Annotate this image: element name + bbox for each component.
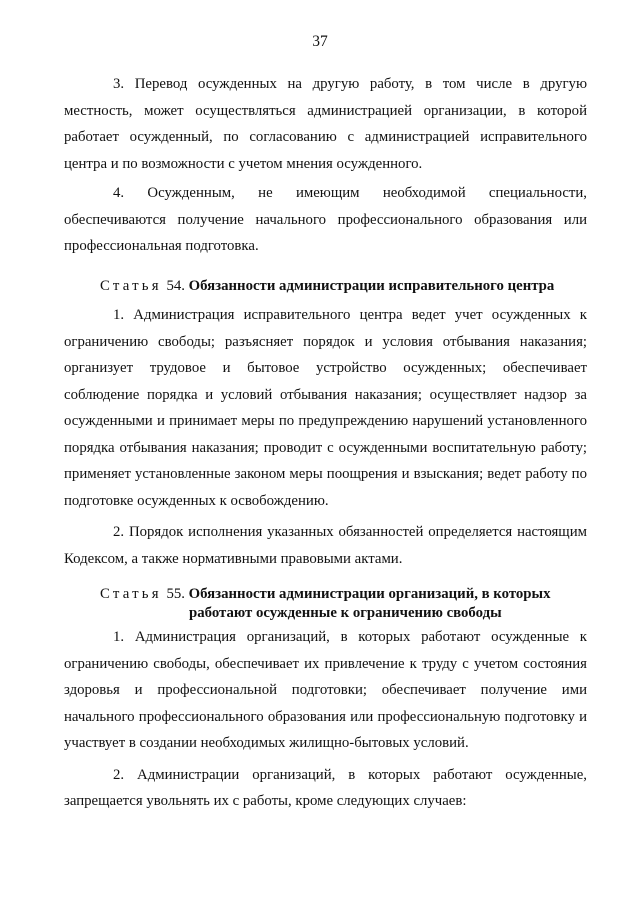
article-55-paragraph-1: 1. Администрация организаций, в которых работают осужденные к ограничению свободы, обеспечивает их привлечение к труду с учетом состояния здоровья и профессиональной подготовки; обеспечивает получение ими начального профессионального образования или профессиональную подготовку и участвует в создании необходимых жилищно-бытовых условий. xyxy=(64,629,587,751)
article-54-paragraph-2: 2. Порядок исполнения указанных обязанностей определяется настоящим Кодексом, а также нормативными правовыми актами. xyxy=(64,524,587,567)
article-title-line-1: Обязанности администрации организаций, в которых xyxy=(188,586,551,602)
document-body xyxy=(64,71,587,815)
paragraph-3: 3. Перевод осужденных на другую работу, в том числе в другую местность, может осуществляться администрацией организации, в которой работает осужденный, по согласованию с администрацией исправительного центра и по возможности с учетом мнения осужденного. xyxy=(64,76,587,172)
article-number: 55. xyxy=(166,586,185,602)
article-title: Обязанности администрации исправительного центра xyxy=(188,277,555,294)
article-title-line-2: работают осужденные к ограничению свободы xyxy=(189,605,502,621)
article-label: Статья xyxy=(100,277,162,294)
paragraph-4: 4. Осужденным, не имеющим необходимой специальности, обеспечиваются получение начального профессионального образования или профессиональная подготовка. xyxy=(64,185,587,254)
article-55-paragraph-2: 2. Администрации организаций, в которых работают осужденные, запрещается увольнять их с работы, кроме следующих случаев: xyxy=(64,766,587,809)
article-number: 54. xyxy=(166,277,185,294)
article-55-heading xyxy=(64,585,587,623)
article-54-paragraph-1: 1. Администрация исправительного центра ведет учет осужденных к ограничению свободы; разъясняет порядок и условия отбывания наказания; организует трудовое и бытовое устройство осужденных; обеспечивает соблюдение порядка и условий отбывания наказания; осуществляет надзор за осужденными и принимает меры по предупреждению нарушений установленного порядка отбывания наказания; проводит с осужденными воспитательную работу; применяет установленные законом меры поощрения и взыскания; ведет работу по подготовке осужденных к освобождению. xyxy=(64,307,587,509)
page-number: 37 xyxy=(312,33,328,50)
article-label: Статья xyxy=(100,586,162,602)
article-54-heading xyxy=(64,273,587,300)
